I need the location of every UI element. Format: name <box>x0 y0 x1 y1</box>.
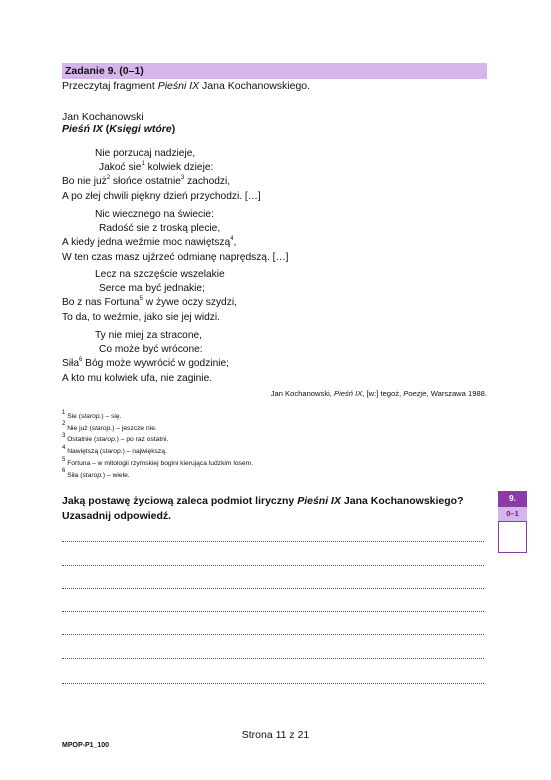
poem-line: Nic wiecznego na świecie: <box>95 209 214 220</box>
source-post: , Warszawa 1988. <box>426 389 487 398</box>
footnote-ref: 6 <box>79 357 83 364</box>
poem-line: Siła$^6$ Bóg może wywrócić w godzinie; <box>62 357 229 370</box>
footnote-ref: 3 <box>180 175 185 182</box>
poem-line: Nie porzucaj nadzieje, <box>95 148 196 159</box>
poem-line: Serce ma być jednakie; <box>99 283 205 295</box>
question-line2: Uzasadnij odpowiedź. <box>62 510 172 522</box>
source-book: Poezje <box>403 389 427 398</box>
footnote-item: $^3$ Ostatnie (starop.) – po raz ostatni. <box>62 433 169 444</box>
exam-code: MPOP-P1_100 <box>62 742 110 749</box>
footnote-ref: 5 <box>139 296 143 303</box>
source-citation <box>271 389 487 398</box>
poem-stanza <box>62 268 237 325</box>
footnote-ref: 2 <box>106 175 111 182</box>
answer-line[interactable] <box>62 565 484 566</box>
task-instruction <box>62 80 310 92</box>
poem-title-paren-open: ( <box>102 123 110 135</box>
poem-stanza <box>62 147 261 204</box>
score-box-task-number: 9. <box>498 491 527 507</box>
question-text <box>62 494 482 524</box>
source-title: Pieśń IX <box>334 389 363 398</box>
instruction-text-end: Jana Kochanowskiego. <box>199 80 311 92</box>
poem-title <box>62 123 175 135</box>
poem-line: Radość sie z troską plecie, <box>99 223 221 235</box>
instruction-title: Pieśni IX <box>157 80 200 92</box>
question-title: Pieśni IX <box>297 495 341 507</box>
question-post: Jana Kochanowskiego? <box>340 495 464 507</box>
answer-line[interactable] <box>62 588 484 589</box>
poem-line: Bo nie już$^2$ słońce ostatnie$^3$ zachodzi, <box>62 175 231 188</box>
score-box-field[interactable] <box>498 521 527 553</box>
poem-line: Lecz na szczęście wszelakie <box>95 269 225 280</box>
footnote-item: $^5$ Fortuna – w mitologii rzymskiej bogini kierująca ludzkim losem. <box>62 456 254 467</box>
poem-line: Bo z nas Fortuna$^5$ w żywe oczy szydzi, <box>62 296 237 309</box>
poem-line: A po złej chwili piękny dzień przychodzi. […] <box>62 190 261 202</box>
poem-line: A kiedy jedna weźmie moc nawiętszą$^4$, <box>62 236 237 249</box>
score-box-range: 0–1 <box>498 507 527 521</box>
poem-line: A kto mu kolwiek ufa, nie zaginie. <box>62 372 213 384</box>
task-header-label: Zadanie 9. (0–1) <box>65 65 144 77</box>
answer-line[interactable] <box>62 634 484 635</box>
poem-line: W ten czas masz ujźrzeć odmianę naprędszą. […] <box>62 251 289 263</box>
poem-line: To da, to weźmie, jako sie jej widzi. <box>62 311 220 323</box>
footnote-ref: 1 <box>141 160 145 167</box>
footnote-item: $^2$ Nie już (starop.) – jeszcze nie. <box>62 421 157 432</box>
footnote-ref: 4 <box>230 236 234 243</box>
poem-line: Co może być wrócone: <box>99 344 203 356</box>
answer-line[interactable] <box>62 683 484 684</box>
footnote-item: $^4$ Nawiętszą (starop.) – największą. <box>62 444 167 456</box>
poem-title-sub: Księgi wtóre <box>109 123 172 135</box>
footnote-item: $^1$ Sie (starop.) – się. <box>62 409 122 420</box>
poem-stanza <box>62 329 229 386</box>
question-pre: Jaką postawę życiową zaleca podmiot liryczny <box>62 495 298 507</box>
answer-line[interactable] <box>62 658 484 659</box>
footnote-item: $^6$ Siła (starop.) – wiele. <box>62 468 130 479</box>
poem-stanza <box>62 208 288 265</box>
page-number: Strona 11 z 21 <box>241 729 310 741</box>
poem-title-paren-close: ) <box>171 123 176 135</box>
answer-line[interactable] <box>62 611 484 612</box>
poem-line: Ty nie miej za stracone, <box>95 330 203 341</box>
source-mid: , [w:] tegoż, <box>362 389 404 398</box>
source-pre: Jan Kochanowski, <box>270 389 335 398</box>
poem-title-main: Pieśń IX <box>62 123 103 135</box>
poem-line: Jakoć sie$^1$ kolwiek dzieje: <box>99 160 214 174</box>
instruction-text: Przeczytaj fragment <box>62 80 158 92</box>
task-header <box>62 63 487 79</box>
poem-author: Jan Kochanowski <box>62 111 144 123</box>
answer-line[interactable] <box>62 541 484 542</box>
